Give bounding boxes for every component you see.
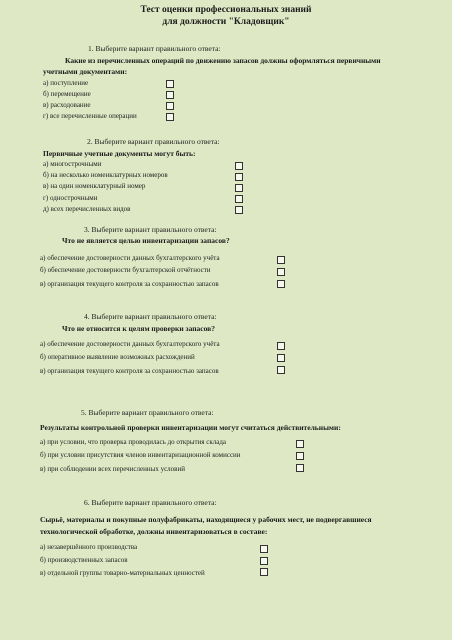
q6-option-a: а) незавершённого производства (40, 543, 138, 551)
q2-checkbox-d[interactable] (235, 195, 243, 203)
q2-checkbox-b[interactable] (235, 173, 243, 181)
q6-text-cont: технологической обработке, должны инвентаризоваться в составе: (40, 527, 268, 536)
q2-option-e: д) всех перечисленных видов (43, 205, 131, 213)
q3-checkbox-c[interactable] (277, 280, 285, 288)
q6-option-c: в) отдельной группы товарно-материальных ценностей (40, 569, 205, 577)
q5-option-a: а) при условии, что проверка проводилась до открытия склада (40, 438, 227, 446)
q4-checkbox-b[interactable] (277, 354, 285, 362)
q4-checkbox-a[interactable] (277, 342, 285, 350)
q2-checkbox-a[interactable] (235, 162, 243, 170)
q5-checkbox-b[interactable] (296, 452, 304, 460)
q3-option-b: б) обеспечение достоверности бухгалтерской отчётности (40, 266, 211, 274)
q2-instruction: 2. Выберите вариант правильного ответа: (87, 137, 220, 146)
q1-option-a: а) поступление (43, 79, 89, 87)
q5-option-c: в) при соблюдении всех перечисленных условий (40, 465, 185, 473)
q1-checkbox-a[interactable] (166, 80, 174, 88)
q6-option-b: б) производственных запасов (40, 556, 128, 564)
q3-checkbox-b[interactable] (277, 268, 285, 276)
q6-checkbox-c[interactable] (260, 568, 268, 576)
q2-option-b: б) на несколько номенклатурных номеров (43, 171, 168, 179)
q1-option-c: в) расходование (43, 101, 91, 109)
q1-instruction: 1. Выберите вариант правильного ответа: (88, 44, 221, 53)
q5-checkbox-c[interactable] (296, 464, 304, 472)
q1-text: Какие из перечисленных операций по движению запасов должны оформляться первичными (65, 56, 381, 65)
q2-option-a: а) многострочными (43, 160, 102, 168)
page-title: Тест оценки профессиональных знаний (140, 5, 312, 15)
q5-instruction: 5. Выберите вариант правильного ответа: (81, 408, 214, 417)
q3-checkbox-a[interactable] (277, 256, 285, 264)
q6-text: Сырьё, материалы и покупные полуфабрикаты, находящиеся у рабочих мест, не подвергавшиеся (40, 515, 372, 524)
q4-option-a: а) обеспечение достоверности данных бухгалтерского учёта (40, 340, 220, 348)
q3-instruction: 3. Выберите вариант правильного ответа: (84, 225, 217, 234)
q6-checkbox-a[interactable] (260, 545, 268, 553)
q4-text: Что не относится к целям проверки запасов? (62, 324, 215, 333)
page-subtitle: для должности "Кладовщик" (162, 17, 290, 27)
q1-text-cont: учетными документами: (43, 67, 128, 76)
q2-checkbox-e[interactable] (235, 206, 243, 214)
q4-option-c: в) организация текущего контроля за сохранностью запасов (40, 367, 219, 375)
q1-checkbox-b[interactable] (166, 91, 174, 99)
q2-text: Первичные учетные документы могут быть: (43, 149, 196, 158)
q1-checkbox-c[interactable] (166, 102, 174, 110)
q3-option-a: а) обеспечение достоверности данных бухгалтерского учёта (40, 254, 220, 262)
q5-checkbox-a[interactable] (296, 440, 304, 448)
q2-option-c: в) на один номенклатурный номер (43, 182, 146, 190)
q5-option-b: б) при условии присутствия членов инвентаризационной комиссии (40, 451, 241, 459)
q3-text: Что не является целью инвентаризации запасов? (62, 236, 230, 245)
q6-instruction: 6. Выберите вариант правильного ответа: (84, 498, 217, 507)
q6-checkbox-b[interactable] (260, 557, 268, 565)
q4-instruction: 4. Выберите вариант правильного ответа: (84, 312, 217, 321)
q1-checkbox-d[interactable] (166, 113, 174, 121)
q1-option-b: б) перемещение (43, 90, 91, 98)
q2-checkbox-c[interactable] (235, 184, 243, 192)
q1-option-d: г) все перечисленные операции (43, 112, 137, 120)
q3-option-c: в) организация текущего контроля за сохранностью запасов (40, 280, 219, 288)
q4-option-b: б) оперативное выявление возможных расхождений (40, 353, 195, 361)
q2-option-d: г) однострочными (43, 194, 98, 202)
q4-checkbox-c[interactable] (277, 366, 285, 374)
q5-text: Результаты контрольной проверки инвентаризации могут считаться действительными: (40, 423, 341, 432)
